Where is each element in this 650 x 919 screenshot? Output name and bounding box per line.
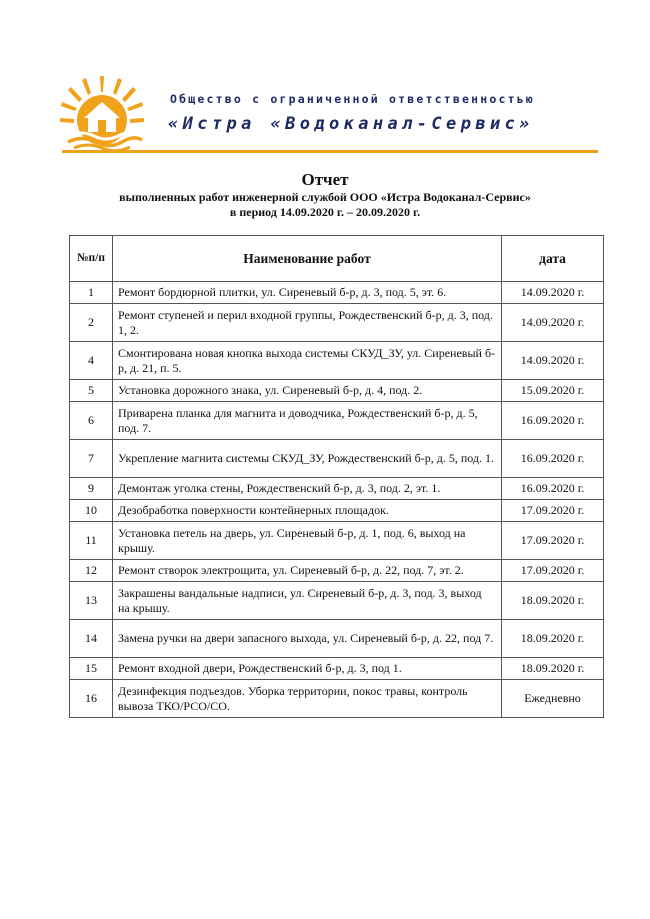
column-header-number: №п/п <box>70 236 113 282</box>
work-name: Смонтирована новая кнопка выхода системы СКУД_ЗУ, ул. Сиреневый б-р, д. 21, п. 5. <box>113 342 502 380</box>
letterhead <box>60 70 600 160</box>
work-date: 14.09.2020 г. <box>502 304 604 342</box>
table-row <box>70 522 604 560</box>
table-row <box>70 440 604 478</box>
table-row <box>70 620 604 658</box>
company-name: «Истра «Водоканал-Сервис» <box>168 114 534 134</box>
work-date: 16.09.2020 г. <box>502 478 604 500</box>
report-subtitle-line2: в период 14.09.2020 г. – 20.09.2020 г. <box>229 205 421 219</box>
column-header-work-name: Наименование работ <box>113 236 502 282</box>
table-row <box>70 402 604 440</box>
work-name: Дезинфекция подъездов. Уборка территории, покос травы, контроль вывоза ТКО/РСО/СО. <box>113 680 502 718</box>
row-number: 4 <box>70 342 113 380</box>
company-type: Общество с ограниченной ответственностью <box>170 92 535 106</box>
work-name: Ремонт ступеней и перил входной группы, Рождественский б-р, д. 3, под. 1, 2. <box>113 304 502 342</box>
work-name: Установка петель на дверь, ул. Сиреневый б-р, д. 1, под. 6, выход на крышу. <box>113 522 502 560</box>
report-title: Отчет <box>301 170 349 189</box>
row-number: 15 <box>70 658 113 680</box>
work-date: 17.09.2020 г. <box>502 500 604 522</box>
row-number: 9 <box>70 478 113 500</box>
work-name: Установка дорожного знака, ул. Сиреневый б-р, д. 4, под. 2. <box>113 380 502 402</box>
work-name: Ремонт бордюрной плитки, ул. Сиреневый б-р, д. 3, под. 5, эт. 6. <box>113 282 502 304</box>
row-number: 1 <box>70 282 113 304</box>
work-name: Дезобработка поверхности контейнерных площадок. <box>113 500 502 522</box>
work-date: 16.09.2020 г. <box>502 440 604 478</box>
work-date: 18.09.2020 г. <box>502 620 604 658</box>
report-subtitle-line1: выполненных работ инженерной службой ООО «Истра Водоканал-Сервис» <box>119 190 531 204</box>
table-row <box>70 560 604 582</box>
row-number: 11 <box>70 522 113 560</box>
work-name: Укрепление магнита системы СКУД_ЗУ, Рождественский б-р, д. 5, под. 1. <box>113 440 502 478</box>
work-date: 14.09.2020 г. <box>502 282 604 304</box>
work-name: Приварена планка для магнита и доводчика, Рождественский б-р, д. 5, под. 7. <box>113 402 502 440</box>
row-number: 7 <box>70 440 113 478</box>
row-number: 2 <box>70 304 113 342</box>
row-number: 5 <box>70 380 113 402</box>
table-row <box>70 680 604 718</box>
work-date: 18.09.2020 г. <box>502 582 604 620</box>
table-row <box>70 500 604 522</box>
table-header-row <box>70 236 604 282</box>
row-number: 12 <box>70 560 113 582</box>
table-row <box>70 582 604 620</box>
work-date: 14.09.2020 г. <box>502 342 604 380</box>
header-divider <box>62 150 598 153</box>
work-date: Ежедневно <box>502 680 604 718</box>
work-name: Замена ручки на двери запасного выхода, ул. Сиреневый б-р, д. 22, под 7. <box>113 620 502 658</box>
row-number: 13 <box>70 582 113 620</box>
table-row <box>70 304 604 342</box>
work-date: 18.09.2020 г. <box>502 658 604 680</box>
table-row <box>70 282 604 304</box>
column-header-date: дата <box>502 236 604 282</box>
sun-house-logo-icon <box>60 74 144 150</box>
work-date: 15.09.2020 г. <box>502 380 604 402</box>
work-name: Демонтаж уголка стены, Рождественский б-р, д. 3, под. 2, эт. 1. <box>113 478 502 500</box>
work-date: 17.09.2020 г. <box>502 560 604 582</box>
row-number: 6 <box>70 402 113 440</box>
report-heading <box>0 170 650 220</box>
work-name: Закрашены вандальные надписи, ул. Сиреневый б-р, д. 3, под. 3, выход на крышу. <box>113 582 502 620</box>
work-name: Ремонт входной двери, Рождественский б-р, д. 3, под 1. <box>113 658 502 680</box>
table-row <box>70 380 604 402</box>
table-row <box>70 658 604 680</box>
row-number: 10 <box>70 500 113 522</box>
work-date: 17.09.2020 г. <box>502 522 604 560</box>
work-date: 16.09.2020 г. <box>502 402 604 440</box>
table-row <box>70 342 604 380</box>
work-name: Ремонт створок электрощита, ул. Сиреневый б-р, д. 22, под. 7, эт. 2. <box>113 560 502 582</box>
row-number: 14 <box>70 620 113 658</box>
works-table <box>69 235 604 718</box>
row-number: 16 <box>70 680 113 718</box>
table-row <box>70 478 604 500</box>
